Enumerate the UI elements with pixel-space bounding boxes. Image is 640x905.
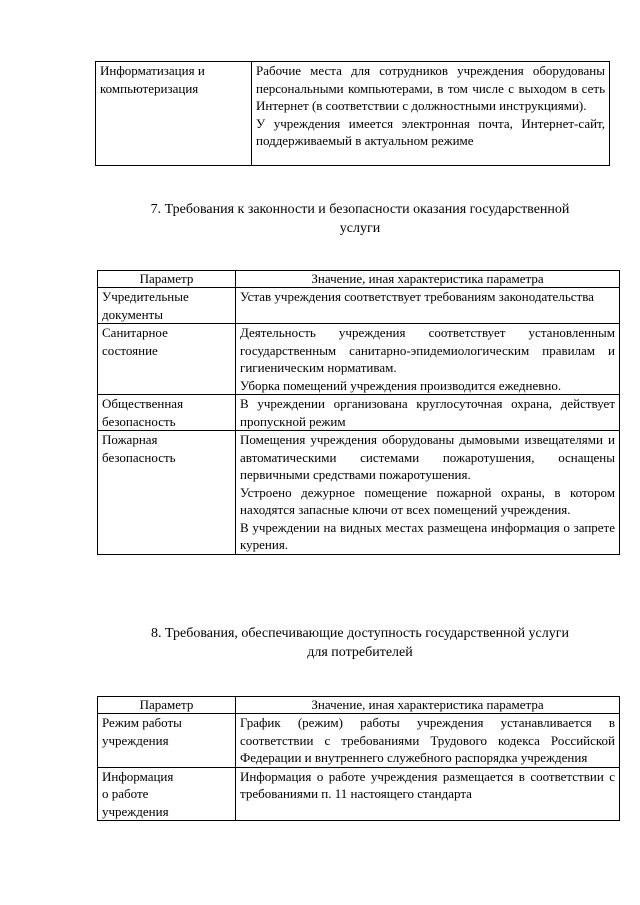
table-accessibility [97, 696, 620, 821]
value-paragraph: Уборка помещений учреждения производится ежедневно. [240, 377, 562, 393]
table-row [98, 324, 620, 395]
value-cell [236, 395, 620, 431]
value-cell [236, 288, 620, 324]
value-paragraph: Рабочие места для сотрудников учреждения оборудованы персональными компьютерами, в том числе с выходом в сеть Интернет (в соответствии с должностными инструкциями). [256, 63, 605, 113]
param-line: Информатизация и [100, 63, 205, 78]
param-cell [98, 395, 236, 431]
param-cell [98, 431, 236, 555]
section-8-heading-line2: для потребителей [307, 645, 413, 660]
param-line: о работе [102, 786, 149, 801]
table-legality-safety [97, 270, 620, 555]
section-8-heading-line1: 8. Требования, обеспечивающие доступность государственной услуги [151, 626, 569, 641]
param-line: учреждения [102, 803, 169, 819]
table-header-row [98, 697, 620, 714]
param-cell [96, 62, 252, 166]
table-row [98, 767, 620, 821]
param-line: безопасность [102, 413, 176, 429]
param-cell [98, 767, 236, 821]
column-header-value: Значение, иная характеристика параметра [236, 271, 620, 288]
value-cell [236, 767, 620, 821]
section-7-heading-line1: 7. Требования к законности и безопасности оказания государственной [150, 202, 570, 217]
param-line: Общественная [102, 396, 184, 411]
value-paragraph: Информация о работе учреждения размещается в соответствии с требованиями п. 11 настоящего стандарта [240, 768, 615, 801]
param-line: Пожарная [102, 432, 158, 447]
value-paragraph: График (режим) работы учреждения устанавливается в соответствии с требованиями Трудового кодекса Российской Федерации и внутреннего служебного распорядка учреждения [240, 715, 615, 765]
value-paragraph: Помещения учреждения оборудованы дымовыми извещателями и автоматическими системами пожаротушения, оснащены первичными средствами пожаротушения. [240, 432, 615, 482]
value-paragraph: Устав учреждения соответствует требованиям законодательства [240, 289, 594, 304]
param-cell [98, 324, 236, 395]
param-line: Режим работы [102, 715, 182, 730]
section-8-heading [110, 624, 610, 662]
param-line: компьютеризация [100, 80, 199, 96]
table-row [98, 431, 620, 555]
table-header-row [98, 271, 620, 288]
table-informatization [95, 61, 610, 166]
table-row [96, 62, 610, 166]
param-line: Информация [102, 768, 174, 784]
param-line: Учредительные [102, 289, 189, 304]
table-row [98, 288, 620, 324]
value-paragraph: У учреждения имеется электронная почта, Интернет-сайт, поддерживаемый в актуальном режиме [256, 115, 605, 148]
param-line: Санитарное [102, 325, 168, 340]
param-line: учреждения [102, 732, 169, 748]
table-row [98, 714, 620, 768]
table-row [98, 395, 620, 431]
param-line: документы [102, 306, 163, 322]
column-header-param: Параметр [98, 697, 236, 714]
param-line: состояние [102, 342, 158, 358]
value-cell [236, 431, 620, 555]
value-paragraph: В учреждении на видных местах размещена информация о запрете курения. [240, 519, 615, 552]
param-cell [98, 714, 236, 768]
value-cell [252, 62, 610, 166]
column-header-param: Параметр [98, 271, 236, 288]
value-paragraph: Устроено дежурное помещение пожарной охраны, в котором находятся запасные ключи от всех помещений учреждения. [240, 484, 615, 517]
value-paragraph: В учреждении организована круглосуточная охрана, действует пропускной режим [240, 396, 615, 429]
param-cell [98, 288, 236, 324]
value-paragraph: Деятельность учреждения соответствует установленным государственным санитарно-эпидемиологическим правилам и гигиеническим нормативам. [240, 325, 615, 375]
section-7-heading-line2: услуги [339, 221, 381, 236]
section-7-heading [110, 200, 610, 238]
param-line: безопасность [102, 449, 176, 465]
value-cell [236, 714, 620, 768]
column-header-value: Значение, иная характеристика параметра [236, 697, 620, 714]
value-cell [236, 324, 620, 395]
